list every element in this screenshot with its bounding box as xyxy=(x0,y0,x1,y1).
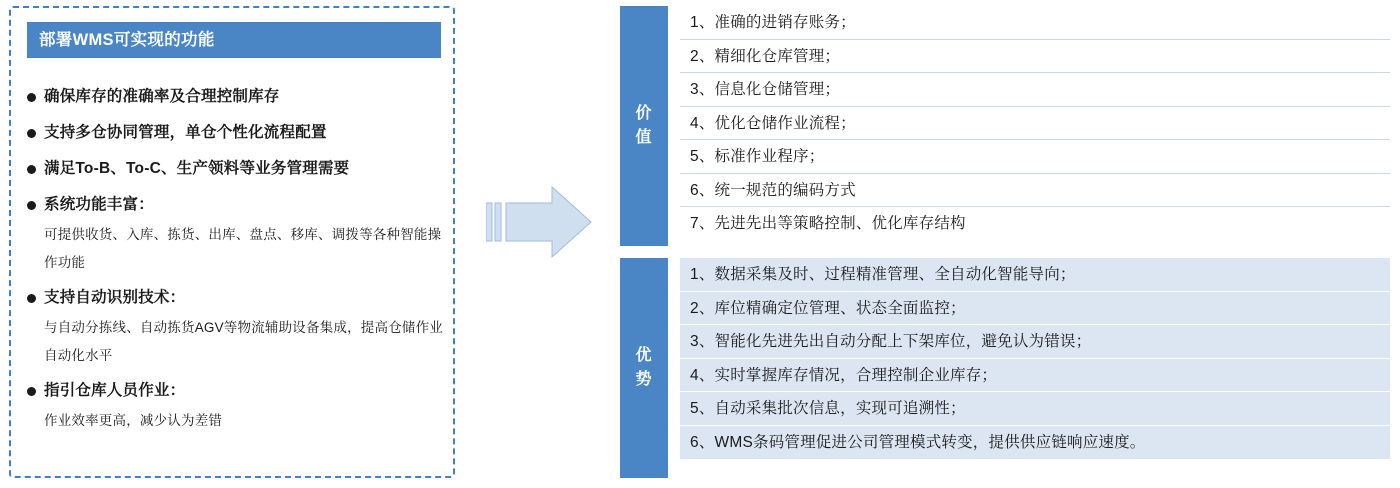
feature-item-heading xyxy=(27,80,447,114)
value-row: 3、信息化仓储管理； xyxy=(680,73,1390,107)
feature-item xyxy=(27,281,447,370)
bullet-icon xyxy=(27,201,36,210)
advantage-row: 5、自动采集批次信息，实现可追溯性； xyxy=(680,392,1390,426)
advantage-row: 6、WMS条码管理促进公司管理模式转变，提供供应链响应速度。 xyxy=(680,426,1390,460)
advantage-row: 2、库位精确定位管理、状态全面监控； xyxy=(680,292,1390,326)
bullet-icon xyxy=(27,93,36,102)
value-block-label-text: 价值 xyxy=(635,105,653,146)
feature-item-detail: 作业效率更高，减少认为差错 xyxy=(44,413,223,428)
value-block-list xyxy=(680,6,1390,241)
feature-item-label: 支持自动识别技术： xyxy=(44,289,186,306)
value-row: 6、统一规范的编码方式 xyxy=(680,174,1390,208)
value-row: 7、先进先出等策略控制、优化库存结构 xyxy=(680,207,1390,241)
value-row: 4、优化仓储作业流程； xyxy=(680,107,1390,141)
feature-item-label: 确保库存的准确率及合理控制库存 xyxy=(44,88,280,105)
features-panel-title: 部署WMS可实现的功能 xyxy=(27,22,441,58)
feature-item-heading xyxy=(27,188,447,222)
feature-item xyxy=(27,116,447,150)
feature-item xyxy=(27,374,447,435)
feature-item xyxy=(27,152,447,186)
feature-item-label: 系统功能丰富： xyxy=(44,196,154,213)
feature-item-label: 指引仓库人员作业： xyxy=(44,382,186,399)
feature-item xyxy=(27,80,447,114)
feature-item-heading xyxy=(27,116,447,150)
bullet-icon xyxy=(27,129,36,138)
bullet-icon xyxy=(27,165,36,174)
feature-item-heading xyxy=(27,152,447,186)
feature-item-label: 支持多仓协同管理，单仓个性化流程配置 xyxy=(44,124,327,141)
value-row: 5、标准作业程序； xyxy=(680,140,1390,174)
bullet-icon xyxy=(27,387,36,396)
feature-item-label: 满足To-B、To-C、生产领料等业务管理需要 xyxy=(44,160,350,177)
advantage-row: 4、实时掌握库存情况，合理控制企业库存； xyxy=(680,359,1390,393)
value-row: 1、准确的进销存账务； xyxy=(680,6,1390,40)
feature-item-heading xyxy=(27,374,447,408)
value-block xyxy=(620,6,1390,246)
feature-item xyxy=(27,188,447,277)
advantage-row: 3、智能化先进先出自动分配上下架库位，避免认为错误； xyxy=(680,325,1390,359)
advantage-block-label-text: 优势 xyxy=(635,347,653,388)
feature-item-detail: 与自动分拣线、自动拣货AGV等物流辅助设备集成，提高仓储作业自动化水平 xyxy=(44,320,444,363)
value-block-label xyxy=(620,6,668,246)
advantage-block-label xyxy=(620,258,668,478)
value-row: 2、精细化仓库管理； xyxy=(680,40,1390,74)
right-arrow-icon xyxy=(486,185,596,259)
feature-item-heading xyxy=(27,281,447,315)
feature-item-detail: 可提供收货、入库、拣货、出库、盘点、移库、调拨等各种智能操作功能 xyxy=(44,227,442,270)
advantage-block xyxy=(620,258,1390,478)
features-panel xyxy=(9,6,455,478)
features-list xyxy=(27,80,447,439)
bullet-icon xyxy=(27,294,36,303)
advantage-block-list xyxy=(680,258,1390,459)
advantage-row: 1、数据采集及时、过程精准管理、全自动化智能导向； xyxy=(680,258,1390,292)
